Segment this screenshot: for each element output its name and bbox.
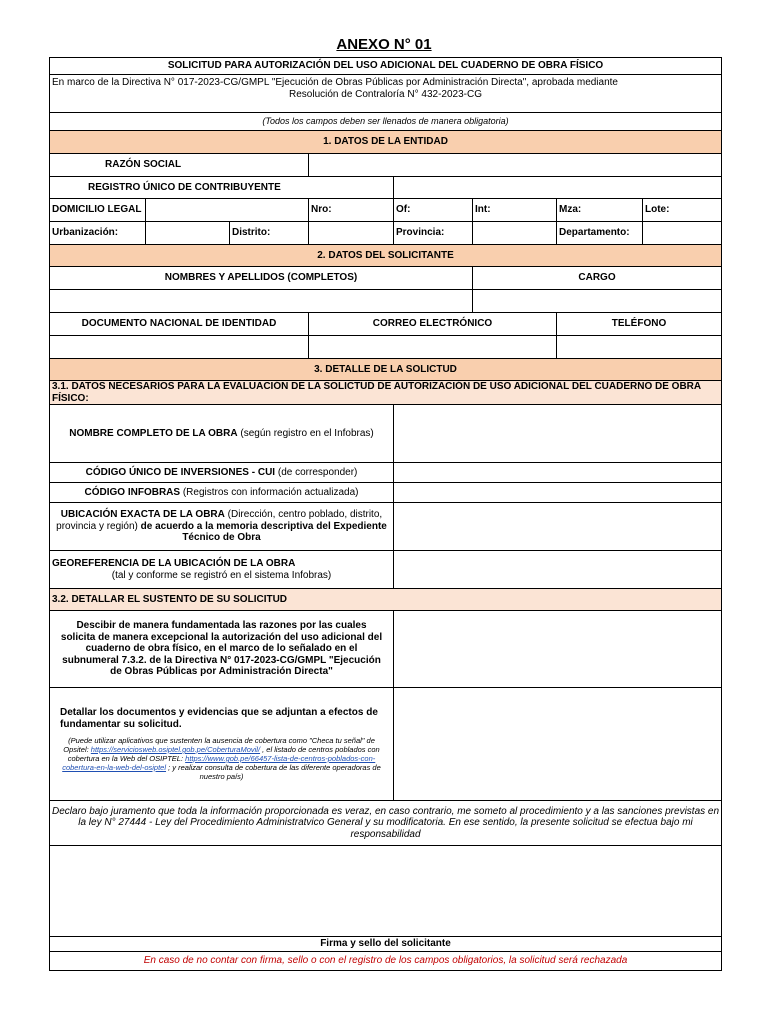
dni-input[interactable] (50, 336, 309, 359)
domicilio-input[interactable] (146, 199, 309, 222)
ubicacion-bold-2: de acuerdo a la memoria descriptiva del Expediente Técnico de Obra (140, 520, 387, 544)
form-title: SOLICITUD PARA AUTORIZACIÓN DEL USO ADICIONAL DEL CUADERNO DE OBRA FÍSICO (50, 58, 722, 75)
cui-input[interactable] (394, 463, 722, 483)
obra-name-note: (según registro en el Infobras) (240, 427, 374, 439)
infobras-bold: CÓDIGO INFOBRAS (84, 486, 181, 498)
framework-reference (50, 75, 722, 113)
documents-note-2: , el listado de centros poblados con cobertura en la Web del OSIPTEL: (67, 745, 380, 763)
cui-bold: CÓDIGO ÚNICO DE INVERSIONES - CUI (85, 466, 276, 478)
domicilio-label: DOMICILIO LEGAL (50, 199, 146, 222)
razon-social-label: RAZÓN SOCIAL (50, 154, 309, 177)
ubicacion-label (50, 503, 394, 551)
cargo-input[interactable] (473, 290, 722, 313)
ubicacion-note: (Dirección, centro poblado, distrito, provincia y región) (56, 509, 383, 532)
urbanizacion-input[interactable] (146, 222, 230, 245)
ubicacion-input[interactable] (394, 503, 722, 551)
documents-input[interactable] (394, 688, 722, 801)
ruc-label: REGISTRO ÚNICO DE CONTRIBUYENTE (50, 177, 394, 199)
infobras-note: (Registros con información actualizada) (182, 486, 359, 498)
cui-note: (de corresponder) (277, 466, 358, 478)
mandatory-note: (Todos los campos deben ser llenados de manera obligatoria) (50, 113, 722, 131)
rejection-warning: En caso de no contar con firma, sello o con el registro de los campos obligatorios, la solicitud será rechazada (50, 952, 722, 971)
telefono-input[interactable] (557, 336, 722, 359)
georeferencia-note: (tal y conforme se registró en el sistema Infobras) (111, 569, 332, 581)
cargo-label: CARGO (473, 267, 722, 290)
ruc-input[interactable] (394, 177, 722, 199)
mza-field[interactable]: Mza: (557, 199, 643, 222)
section-3-1-header: 3.1. DATOS NECESARIOS PARA LA EVALUACIÓN DE LA SOLICTUD DE AUTORIZACIÓN DE USO ADICIONAL DEL CUADERNO DE OBRA FÍSICO: (50, 381, 722, 405)
nombres-label: NOMBRES Y APELLIDOS (COMPLETOS) (50, 267, 473, 290)
obra-name-bold: NOMBRE COMPLETO DE LA OBRA (69, 427, 238, 439)
distrito-input[interactable] (309, 222, 394, 245)
section-3-2-header: 3.2. DETALLAR EL SUSTENTO DE SU SOLICITUD (50, 589, 722, 611)
razon-social-input[interactable] (309, 154, 722, 177)
documents-text: Detallar los documentos y evidencias que se adjuntan a efectos de fundamentar su solicitud. (60, 707, 378, 730)
correo-input[interactable] (309, 336, 557, 359)
sworn-declaration: Declaro bajo juramento que toda la información proporcionada es veraz, en caso contrario, me someto al procedimiento y a las sanciones previstas en la ley N° 27444 - Ley del Procedimiento Administratvico General y su modificatoria. En ese sentido, la presente solicitud se efectua bajo mi responsabilidad (50, 801, 722, 846)
section-3-header: 3. DETALLE DE LA SOLICTUD (50, 359, 722, 381)
georeferencia-input[interactable] (394, 551, 722, 589)
infobras-input[interactable] (394, 483, 722, 503)
reasons-label: Descibir de manera fundamentada las razones por las cuales solicita de manera excepcional la autorización del uso adicional del cuaderno de obra físico, en el marco de lo señalado en el subnumeral 7.3.2. de la Directiva N° 017-2023-CG/GMPL "Ejecución de Obras Públicas por Administración Directa" (50, 611, 394, 688)
provincia-field[interactable]: Provincia: (394, 222, 473, 245)
signature-label: Firma y sello del solicitante (50, 937, 722, 952)
documents-label (50, 688, 394, 801)
signature-area[interactable] (50, 846, 722, 937)
telefono-label: TELÉFONO (557, 313, 722, 336)
dni-label: DOCUMENTO NACIONAL DE IDENTIDAD (50, 313, 309, 336)
departamento-field[interactable]: Departamento: (557, 222, 643, 245)
osiptel-coverage-link[interactable]: https://serviciosweb.osiptel.gob.pe/CoberturaMovil/ (90, 745, 261, 754)
reasons-input[interactable] (394, 611, 722, 688)
osiptel-list-link[interactable]: https://www.gob.pe/66457-lista-de-centros-poblados-con-cobertura-en-la-web-del-osiptel (62, 754, 376, 772)
correo-label: CORREO ELECTRÓNICO (309, 313, 557, 336)
ubicacion-bold-1: UBICACIÓN EXACTA DE LA OBRA (60, 509, 225, 521)
documents-note-1: (Puede utilizar aplicativos que sustenten la ausencia de cobertura como "Checa tu señal" de Opsitel: (63, 736, 375, 754)
annex-title: ANEXO N° 01 (336, 36, 432, 53)
cui-label (50, 463, 394, 483)
obra-name-input[interactable] (394, 405, 722, 463)
georeferencia-label (50, 551, 394, 589)
urbanizacion-label: Urbanización: (50, 222, 146, 245)
nro-field[interactable]: Nro: (309, 199, 394, 222)
lote-field[interactable]: Lote: (643, 199, 722, 222)
documents-note-3: ; y realizar consulta de cobertura de las diferente operadoras de nuestro país) (168, 763, 381, 781)
of-field[interactable]: Of: (394, 199, 473, 222)
framework-line-1: En marco de la Directiva N° 017-2023-CG/GMPL "Ejecución de Obras Públicas por Administración Directa", aprobada mediante (52, 77, 618, 88)
section-1-header: 1. DATOS DE LA ENTIDAD (50, 131, 722, 154)
distrito-field[interactable]: Distrito: (230, 222, 309, 245)
documents-note (60, 736, 383, 781)
infobras-label (50, 483, 394, 503)
nombres-input[interactable] (50, 290, 473, 313)
request-form (49, 57, 722, 971)
provincia-input[interactable] (473, 222, 557, 245)
departamento-input[interactable] (643, 222, 722, 245)
georeferencia-bold: GEOREFERENCIA DE LA UBICACIÓN DE LA OBRA (52, 558, 296, 569)
int-field[interactable]: Int: (473, 199, 557, 222)
obra-name-label (50, 405, 394, 463)
framework-line-2: Resolución de Contraloría N° 432-2023-CG (289, 88, 482, 100)
section-2-header: 2. DATOS DEL SOLICITANTE (50, 245, 722, 267)
